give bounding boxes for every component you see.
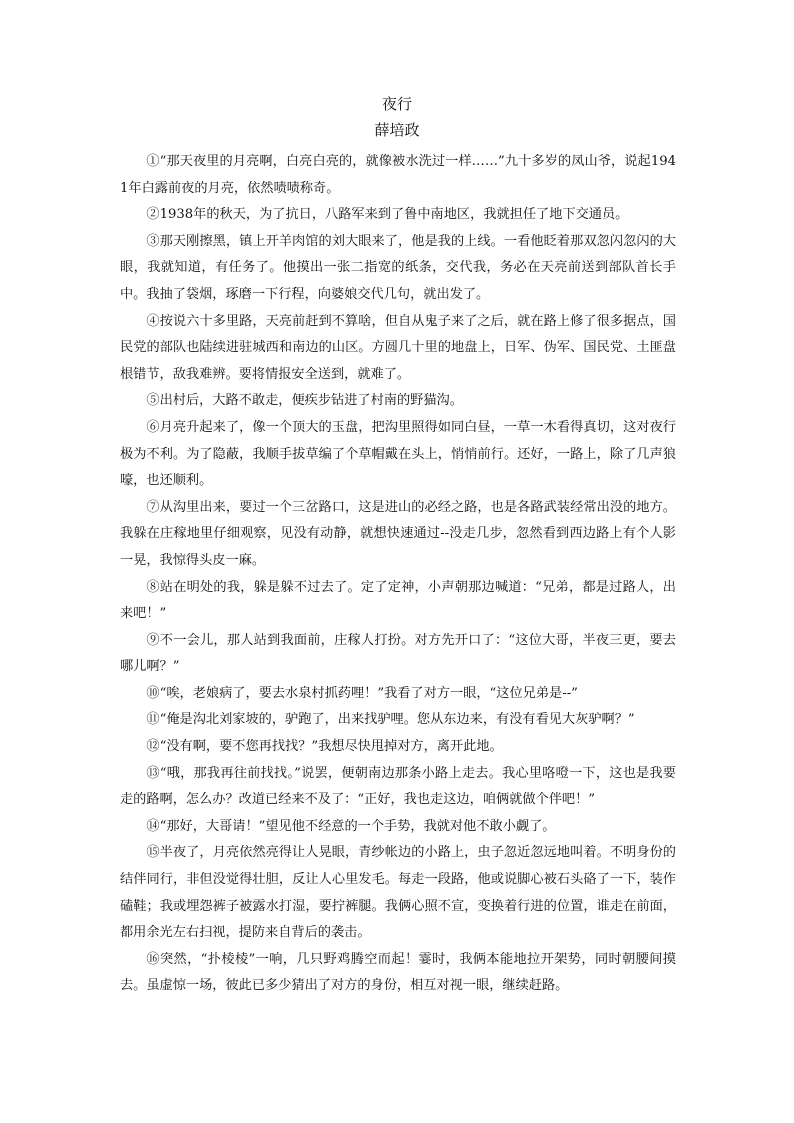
paragraph-11: ⑪“俺是沟北刘家坡的，驴跑了，出来找驴哩。您从东边来，有没有看见大灰驴啊？” xyxy=(146,712,635,728)
paragraph-12: ⑫“没有啊，要不您再找找？”我想尽快甩掉对方，离开此地。 xyxy=(146,739,503,755)
paragraph-2: ②1938年的秋天，为了抗日，八路军来到了鲁中南地区，我就担任了地下交通员。 xyxy=(146,207,629,223)
paragraph-9: ⑨不一会儿，那人站到我面前，庄稼人打扮。对方先开口了：“这位大哥，半夜三更，要去哪儿啊？” xyxy=(120,632,676,675)
paragraph-10: ⑩“唉，老娘病了，要去水泉村抓药哩！”我看了对方一眼，“这位兄弟是--” xyxy=(146,685,578,701)
paragraph-8: ⑧站在明处的我，躲是躲不过去了。定了定神，小声朝那边喊道：“兄弟，都是过路人，出来吧！” xyxy=(120,579,676,622)
paragraph-16: ⑯突然，“扑棱棱”一响，几只野鸡腾空而起！霎时，我俩本能地拉开架势，同时朝腰间摸去。虽虚惊一场，彼此已多少猜出了对方的身份，相互对视一眼，继续赶路。 xyxy=(120,951,676,994)
paragraph-15: ⑮半夜了，月亮依然亮得让人晃眼，青纱帐边的小路上，虫子忽近忽远地叫着。不明身份的结伴同行，非但没觉得壮胆，反让人心里发毛。每走一段路，他或说脚心被石头硌了一下，装作磕鞋；我或埋怨裤子被露水打湿，要拧裤腿。我俩心照不宣，变换着行进的位置，谁走在前面，都用余光左右扫视，提防来自背后的袭击。 xyxy=(120,845,676,941)
paragraph-1: ①“那天夜里的月亮啊，白亮白亮的，就像被水洗过一样……”九十多岁的凤山爷，说起1941年白露前夜的月亮，依然啧啧称奇。 xyxy=(120,154,676,196)
paragraph-14: ⑭“那好，大哥请！”望见他不经意的一个手势，我就对他不敢小觑了。 xyxy=(146,818,556,834)
paragraph-13: ⑬“哦，那我再往前找找。”说罢，便朝南边那条小路上走去。我心里咯噔一下，这也是我要走的路啊，怎么办？改道已经来不及了：“正好，我也走这边，咱俩就做个伴吧！” xyxy=(120,765,676,808)
document-title: 夜行 xyxy=(381,95,412,113)
paragraph-4: ④按说六十多里路，天亮前赶到不算啥，但自从鬼子来了之后，就在路上修了很多据点，国民党的部队也陆续进驻城西和南边的山区。方圆几十里的地盘上，日军、伪军、国民党、土匪盘根错节，敌我难辨。要将情报安全送到，就难了。 xyxy=(120,313,676,382)
document-body xyxy=(120,149,676,1000)
paragraph-6: ⑥月亮升起来了，像一个顶大的玉盘，把沟里照得如同白昼，一草一木看得真切，这对夜行极为不利。为了隐蔽，我顺手拔草编了个草帽戴在头上，悄悄前行。还好，一路上，除了几声狼嚎，也还顺利。 xyxy=(120,419,676,489)
paragraph-5: ⑤出村后，大路不敢走，便疾步钻进了村南的野猫沟。 xyxy=(146,393,463,409)
paragraph-7: ⑦从沟里出来，要过一个三岔路口，这是进山的必经之路，也是各路武装经常出没的地方。我躲在庄稼地里仔细观察，见没有动静，就想快速通过--没走几步，忽然看到西边路上有个人影一晃，我惊得头皮一麻。 xyxy=(120,499,676,568)
paragraph-3: ③那天刚擦黑，镇上开羊肉馆的刘大眼来了，他是我的上线。一看他眨着那双忽闪忽闪的大眼，我就知道，有任务了。他摸出一张二指宽的纸条，交代我，务必在天亮前送到部队首长手中。我抽了袋烟，琢磨一下行程，向婆娘交代几句，就出发了。 xyxy=(120,233,676,302)
document-author: 薛培政 xyxy=(374,121,420,139)
